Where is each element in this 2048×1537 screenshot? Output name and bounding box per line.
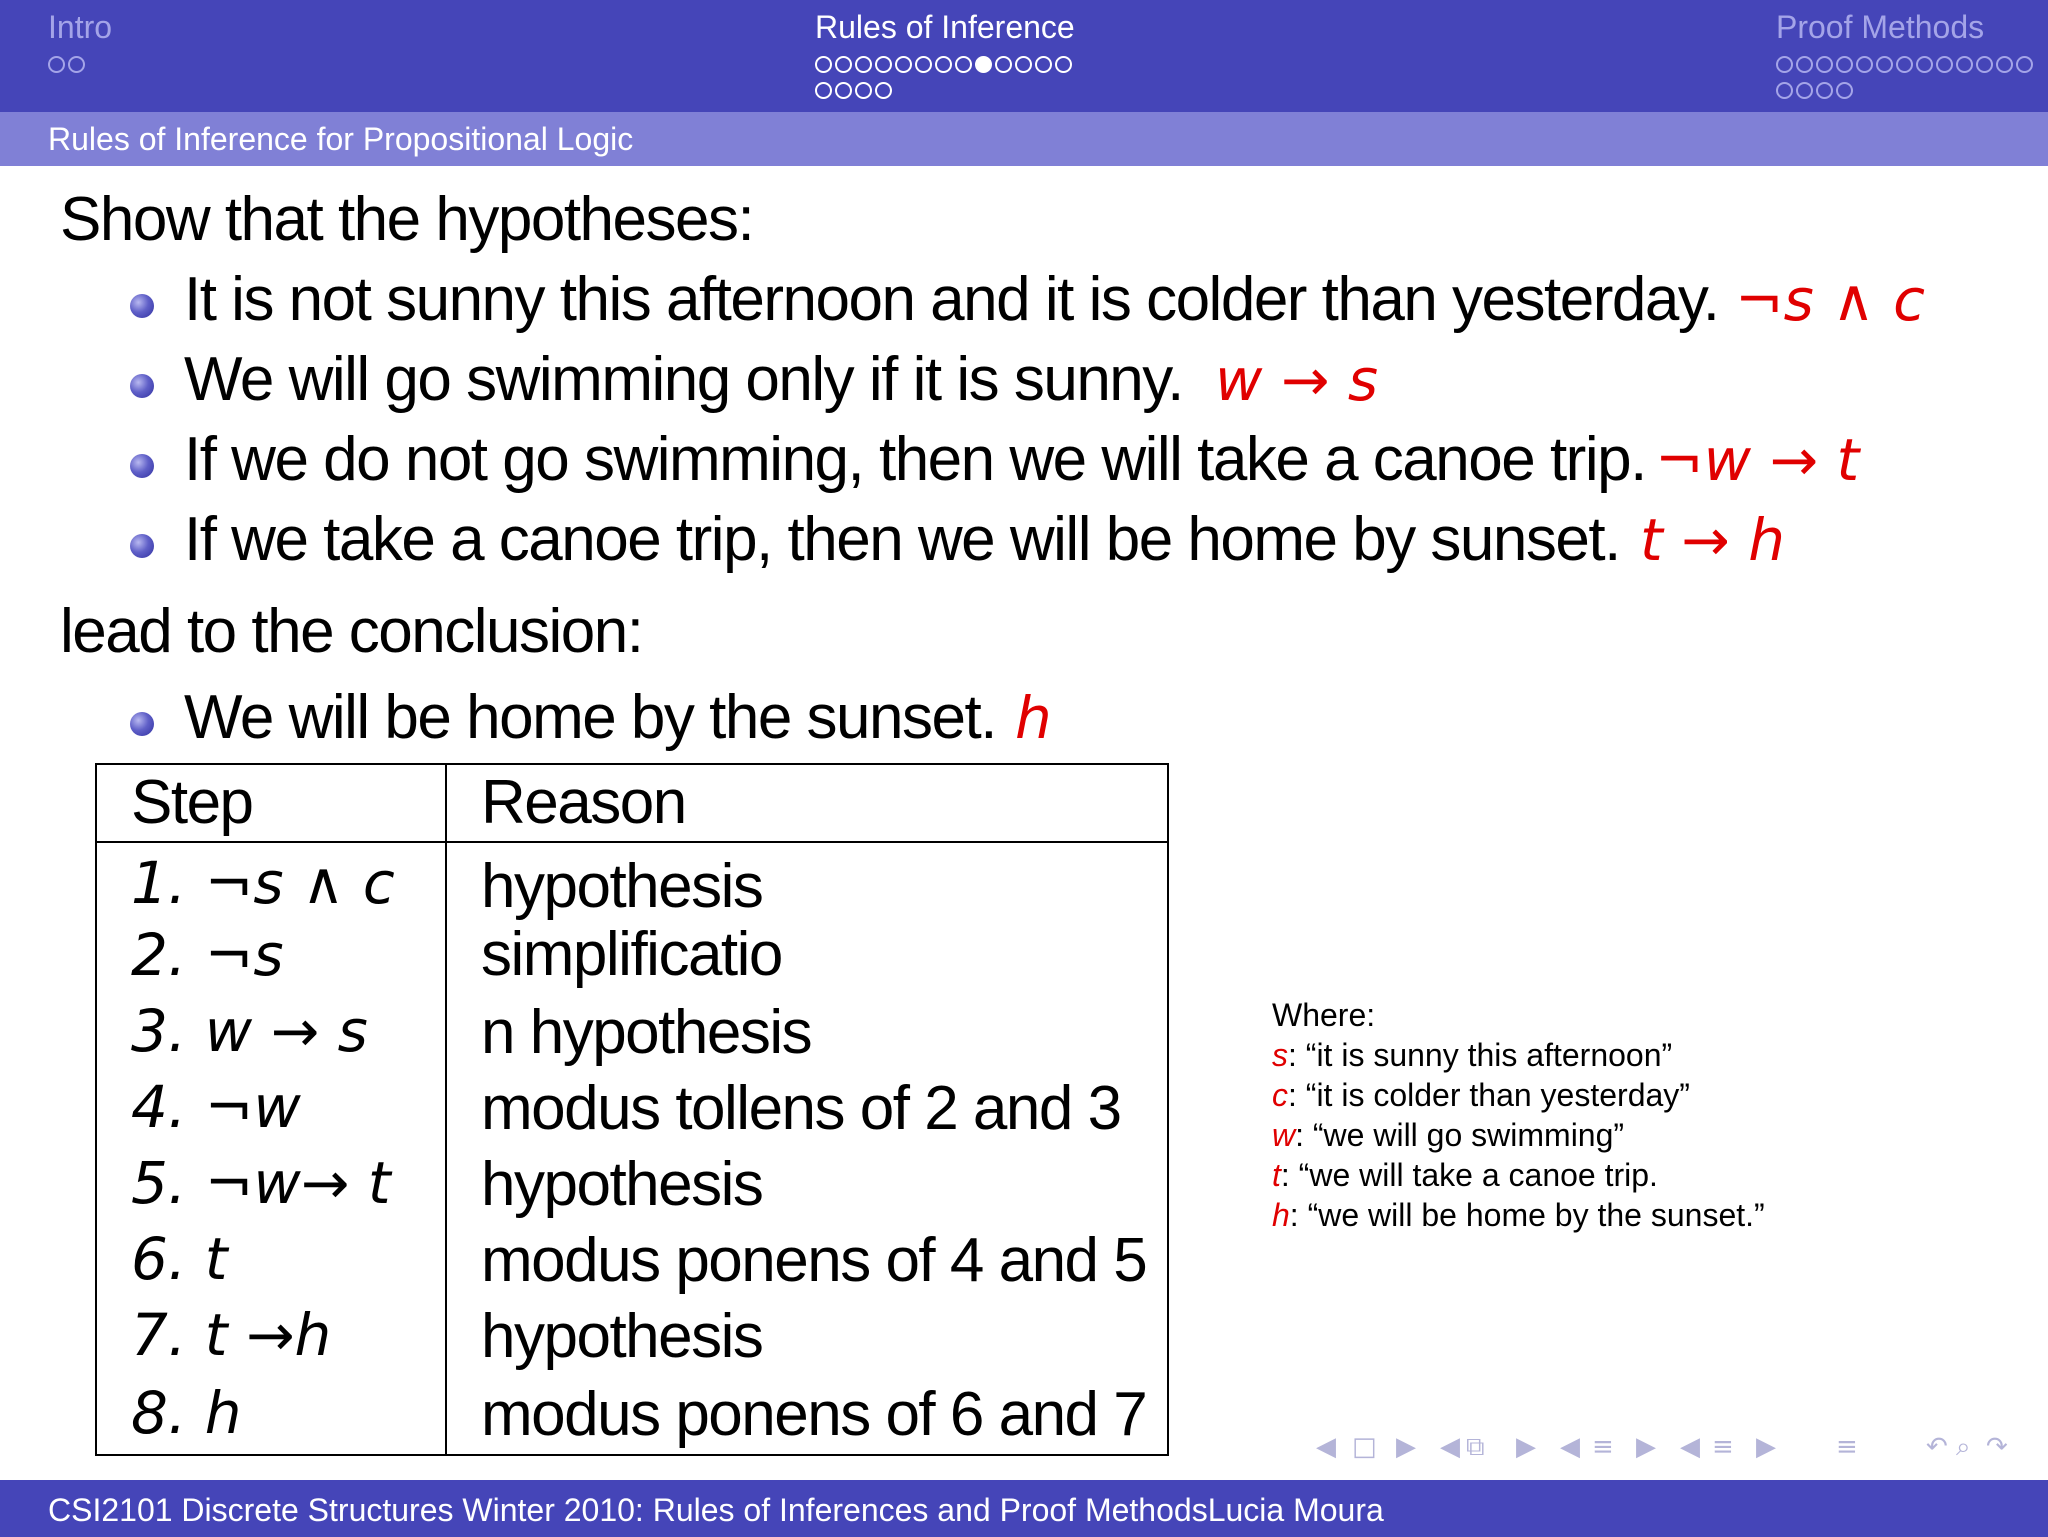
nav-dot[interactable]	[835, 82, 852, 99]
nav-dot[interactable]	[1796, 56, 1813, 73]
nav-dot[interactable]	[995, 56, 1012, 73]
legend-item	[1272, 1115, 1765, 1155]
legend-title: Where:	[1272, 997, 1376, 1033]
nav-dot[interactable]	[955, 56, 972, 73]
nav-dot[interactable]	[1776, 82, 1793, 99]
nav-dot[interactable]	[1836, 56, 1853, 73]
bullet-icon	[130, 534, 154, 558]
table-reason-cell: hypothesis	[481, 1302, 763, 1371]
nav-search-icon[interactable]: ⌕	[1956, 1432, 1971, 1462]
table-step-cell: 4. ¬w	[131, 1073, 301, 1141]
nav-dot[interactable]	[1856, 56, 1873, 73]
legend-description: : “we will go swimming”	[1295, 1117, 1625, 1153]
nav-section-label[interactable]: Proof Methods	[1776, 9, 1985, 45]
lead-heading: lead to the conclusion:	[60, 597, 643, 666]
table-column-divider	[445, 765, 447, 1454]
nav-appendix-icon[interactable]: ≡	[1836, 1432, 1858, 1462]
table-step-cell: 1. ¬s ∧ c	[131, 849, 395, 917]
legend-variable: c	[1272, 1077, 1288, 1113]
nav-prev-subsection-icon[interactable]: ◀	[1440, 1432, 1460, 1462]
table-header-divider	[97, 841, 1167, 843]
nav-dot[interactable]	[855, 82, 872, 99]
hypothesis-text: It is not sunny this afternoon and it is colder than yesterday.	[184, 265, 1719, 334]
legend-item	[1272, 1155, 1765, 1195]
nav-dot[interactable]	[1776, 56, 1793, 73]
hypothesis-text: If we do not go swimming, then we will take a canoe trip.	[184, 425, 1646, 494]
table-step-cell: 3. w → s	[131, 997, 368, 1065]
table-reason-cell: modus ponens of 4 and 5	[481, 1226, 1147, 1295]
table-header-reason: Reason	[481, 768, 686, 837]
hypothesis-formula: ¬s ∧ c	[1735, 266, 1926, 334]
nav-next-subsection-icon[interactable]: ▶	[1516, 1432, 1536, 1462]
nav-section-proof-methods[interactable]	[1776, 8, 2033, 100]
nav-dot[interactable]	[48, 56, 65, 73]
nav-dot[interactable]	[895, 56, 912, 73]
nav-section-intro[interactable]	[48, 8, 112, 74]
nav-dot[interactable]	[835, 56, 852, 73]
nav-dot[interactable]	[1896, 56, 1913, 73]
nav-prev-frame-icon[interactable]: ◀	[1316, 1432, 1336, 1462]
subsection-bar	[0, 112, 2048, 166]
nav-dot[interactable]	[1816, 56, 1833, 73]
nav-dots-row	[1776, 80, 2033, 100]
bullet-icon	[130, 454, 154, 478]
nav-next-section-icon[interactable]: ▶	[1636, 1432, 1656, 1462]
nav-next-frame-icon[interactable]: ▶	[1396, 1432, 1416, 1462]
nav-prev-section-icon[interactable]: ◀	[1560, 1432, 1580, 1462]
nav-section-label[interactable]: Intro	[48, 9, 113, 45]
legend-variable: w	[1272, 1117, 1296, 1153]
table-header-step: Step	[131, 768, 253, 837]
bullet-icon	[130, 294, 154, 318]
legend-variable: s	[1272, 1037, 1288, 1073]
conclusion-formula: h	[1015, 684, 1052, 752]
nav-frame-icon[interactable]: □	[1352, 1432, 1377, 1462]
nav-dot[interactable]	[1055, 56, 1072, 73]
show-heading: Show that the hypotheses:	[60, 185, 754, 254]
nav-document-icon[interactable]: ≡	[1712, 1432, 1734, 1462]
nav-dots-row	[48, 54, 112, 74]
nav-dot[interactable]	[2016, 56, 2033, 73]
table-reason-cell: hypothesis	[481, 1150, 763, 1219]
table-reason-cell: simplificatio	[481, 920, 782, 989]
nav-dot[interactable]	[815, 82, 832, 99]
nav-dot[interactable]	[1996, 56, 2013, 73]
nav-dots-row	[815, 80, 1075, 100]
hypothesis-text: If we take a canoe trip, then we will be home by sunset.	[184, 505, 1620, 574]
subsection-title: Rules of Inference for Propositional Logic	[48, 121, 634, 157]
hypothesis-text: We will go swimming only if it is sunny.	[184, 345, 1183, 414]
nav-dots-row	[1776, 54, 2033, 74]
header-navigation-bar	[0, 0, 2048, 112]
legend-item	[1272, 1035, 1765, 1075]
table-reason-cell: modus tollens of 2 and 3	[481, 1074, 1121, 1143]
nav-dot[interactable]	[1015, 56, 1032, 73]
nav-dot[interactable]	[855, 56, 872, 73]
legend-item	[1272, 1075, 1765, 1115]
nav-next-document-icon[interactable]: ▶	[1756, 1432, 1776, 1462]
bullet-icon	[130, 374, 154, 398]
nav-dot[interactable]	[1035, 56, 1052, 73]
table-step-cell: 7. t →h	[131, 1301, 332, 1369]
nav-section-label[interactable]: Rules of Inference	[815, 9, 1075, 45]
table-step-cell: 8. h	[131, 1379, 242, 1447]
nav-dot[interactable]	[1976, 56, 1993, 73]
legend-item	[1272, 1195, 1765, 1235]
legend-description: : “it is colder than yesterday”	[1288, 1077, 1690, 1113]
nav-section-rules-of-inference[interactable]	[815, 8, 1075, 100]
table-step-cell: 6. t	[131, 1225, 228, 1293]
nav-back-icon[interactable]: ↶	[1926, 1432, 1948, 1462]
nav-dot[interactable]	[1956, 56, 1973, 73]
nav-prev-document-icon[interactable]: ◀	[1680, 1432, 1700, 1462]
table-reason-cell: hypothesis	[481, 852, 763, 921]
proof-table	[95, 763, 1169, 1456]
nav-dot[interactable]	[875, 82, 892, 99]
variable-legend	[1272, 995, 1765, 1235]
hypothesis-formula: ¬w → t	[1655, 426, 1860, 494]
nav-dot[interactable]	[1876, 56, 1893, 73]
legend-description: : “we will be home by the sunset.”	[1289, 1197, 1765, 1233]
hypothesis-formula: t → h	[1640, 506, 1785, 574]
nav-dot[interactable]	[815, 56, 832, 73]
nav-dot[interactable]	[1936, 56, 1953, 73]
nav-dot[interactable]	[1796, 82, 1813, 99]
legend-variable: h	[1272, 1197, 1290, 1233]
nav-dots-row	[815, 54, 1075, 74]
nav-section-icon[interactable]: ≡	[1592, 1432, 1614, 1462]
legend-description: : “we will take a canoe trip.	[1280, 1157, 1658, 1193]
nav-dot[interactable]	[935, 56, 952, 73]
nav-forward-icon[interactable]: ↷	[1986, 1432, 2008, 1462]
footer-bar	[0, 1480, 2048, 1537]
nav-dot[interactable]	[915, 56, 932, 73]
bullet-icon	[130, 712, 154, 736]
nav-dot[interactable]	[975, 56, 992, 73]
table-step-cell: 5. ¬w→ t	[131, 1149, 391, 1217]
nav-dot[interactable]	[1816, 82, 1833, 99]
nav-dot[interactable]	[875, 56, 892, 73]
legend-description: : “it is sunny this afternoon”	[1288, 1037, 1673, 1073]
table-reason-cell: modus ponens of 6 and 7	[481, 1380, 1147, 1449]
legend-variable: t	[1272, 1157, 1281, 1193]
nav-dot[interactable]	[1916, 56, 1933, 73]
conclusion-text: We will be home by the sunset.	[184, 683, 996, 752]
table-step-cell: 2. ¬s	[131, 921, 284, 989]
footer-text: CSI2101 Discrete Structures Winter 2010: Rules of Inferences and Proof MethodsLucia Moura	[48, 1492, 1384, 1528]
nav-dot[interactable]	[68, 56, 85, 73]
nav-subsection-icon[interactable]: ⧉	[1466, 1432, 1485, 1462]
hypothesis-formula: w → s	[1215, 346, 1379, 414]
nav-dot[interactable]	[1836, 82, 1853, 99]
table-reason-cell: n hypothesis	[481, 998, 812, 1067]
